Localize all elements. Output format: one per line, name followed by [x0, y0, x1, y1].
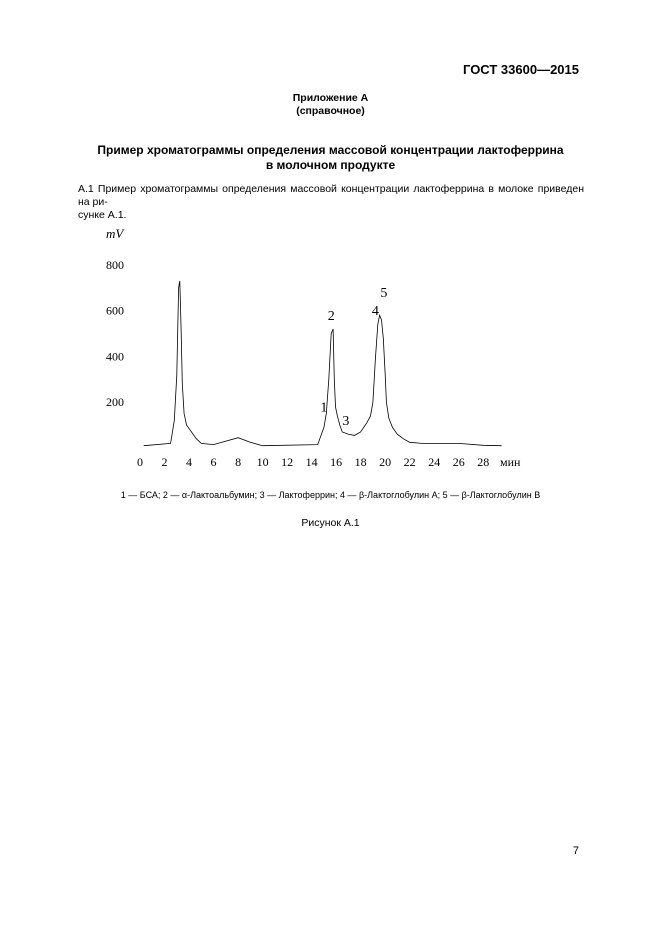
- peak-label-1: 1: [320, 400, 328, 416]
- x-tick-label: 6: [210, 455, 217, 469]
- x-tick-label: 20: [379, 455, 392, 469]
- body-paragraph: [78, 183, 584, 222]
- x-tick-label: 22: [403, 455, 416, 469]
- x-tick-label: 28: [477, 455, 490, 469]
- x-tick-label: 0: [137, 455, 143, 469]
- x-tick-label: 2: [161, 455, 168, 469]
- figure-caption: Рисунок А.1: [301, 517, 360, 529]
- paragraph-line1: А.1 Пример хроматограммы определения массовой концентрации лактоферрина в молоке приведен на ри-: [78, 183, 584, 208]
- x-tick-label: 4: [186, 455, 193, 469]
- peak-label-4: 4: [371, 304, 379, 320]
- x-tick-label: 8: [235, 455, 242, 469]
- document-code: ГОСТ 33600—2015: [463, 62, 579, 77]
- x-tick-label: 10: [256, 455, 269, 469]
- page-number: 7: [572, 845, 579, 857]
- x-tick-label: 16: [330, 455, 343, 469]
- peak-labels: [320, 286, 387, 429]
- chromatogram-trace: [144, 281, 502, 446]
- peak-label-2: 2: [327, 308, 335, 324]
- section-title-line1: Пример хроматограммы определения массовой концентрации лактоферрина: [97, 143, 564, 157]
- y-tick-label: 200: [106, 395, 124, 410]
- appendix-title: Приложение А: [292, 92, 369, 104]
- x-tick-labels: [137, 455, 489, 469]
- x-tick-label: 12: [281, 455, 294, 469]
- x-tick-label: 18: [354, 455, 367, 469]
- figure-legend: 1 — БСА; 2 — α-Лактоальбумин; 3 — Лактоферрин; 4 — β-Лактоглобулин А; 5 — β-Лактоглобулин В: [120, 490, 541, 500]
- section-heading: [0, 143, 661, 173]
- x-axis-label: мин: [500, 455, 521, 469]
- y-axis-label: mV: [106, 226, 124, 241]
- appendix-subtitle: (справочное): [296, 105, 365, 117]
- peak-label-3: 3: [342, 414, 350, 430]
- y-tick-label: 800: [106, 257, 124, 272]
- paragraph-line2: сунке А.1.: [78, 209, 127, 221]
- x-tick-label: 14: [305, 455, 318, 469]
- x-tick-label: 24: [428, 455, 441, 469]
- peak-label-5: 5: [380, 285, 388, 301]
- y-tick-label: 400: [106, 349, 124, 364]
- appendix-heading: [0, 92, 661, 118]
- x-tick-label: 26: [452, 455, 465, 469]
- y-tick-labels: [106, 258, 124, 409]
- section-title-line2: в молочном продукте: [265, 158, 396, 172]
- chromatogram-chart: [100, 222, 540, 472]
- y-tick-label: 600: [106, 303, 124, 318]
